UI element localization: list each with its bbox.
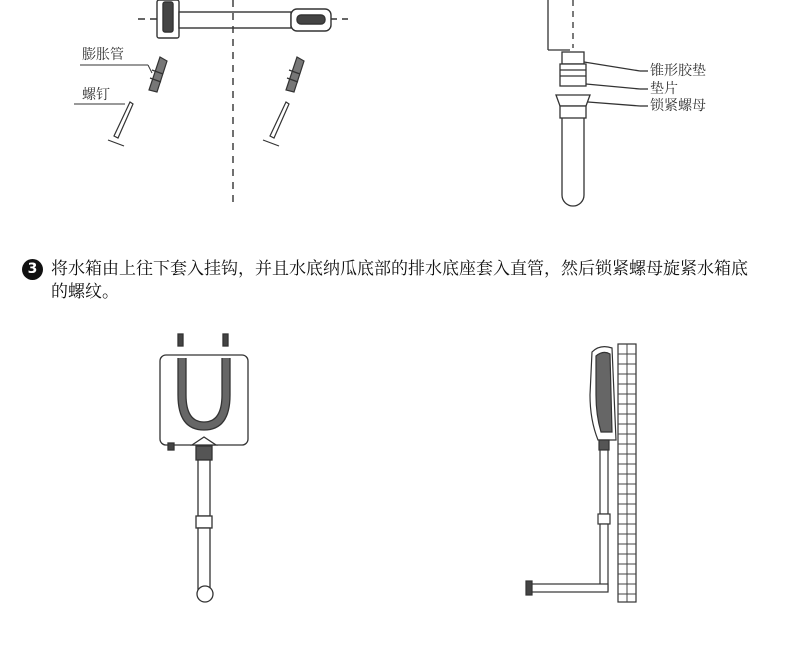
step-3-text: 将水箱由上往下套入挂钩，并且水底纳瓜底部的排水底座套入直管，然后锁紧螺母旋紧水箱底的螺纹。 [51,259,748,302]
step-3-instruction [22,258,772,304]
tank-side-view [526,344,636,602]
screw-right [263,102,289,146]
expansion-tube-left [149,57,167,92]
hook-bracket-figure [138,0,348,205]
lock-nut-label: 锁紧螺母 [650,98,706,114]
tank-front-view [160,334,248,602]
cone-gasket-label: 锥形胶垫 [650,63,706,79]
pipe-detail-figure [548,0,648,206]
washer-label: 垫片 [650,81,678,97]
expansion-tube-label: 膨胀管 [82,47,124,63]
screw-label: 螺钉 [82,87,110,103]
screw-left [108,102,133,146]
step-number-badge: 3 [22,259,43,280]
expansion-tube-right [286,57,304,92]
